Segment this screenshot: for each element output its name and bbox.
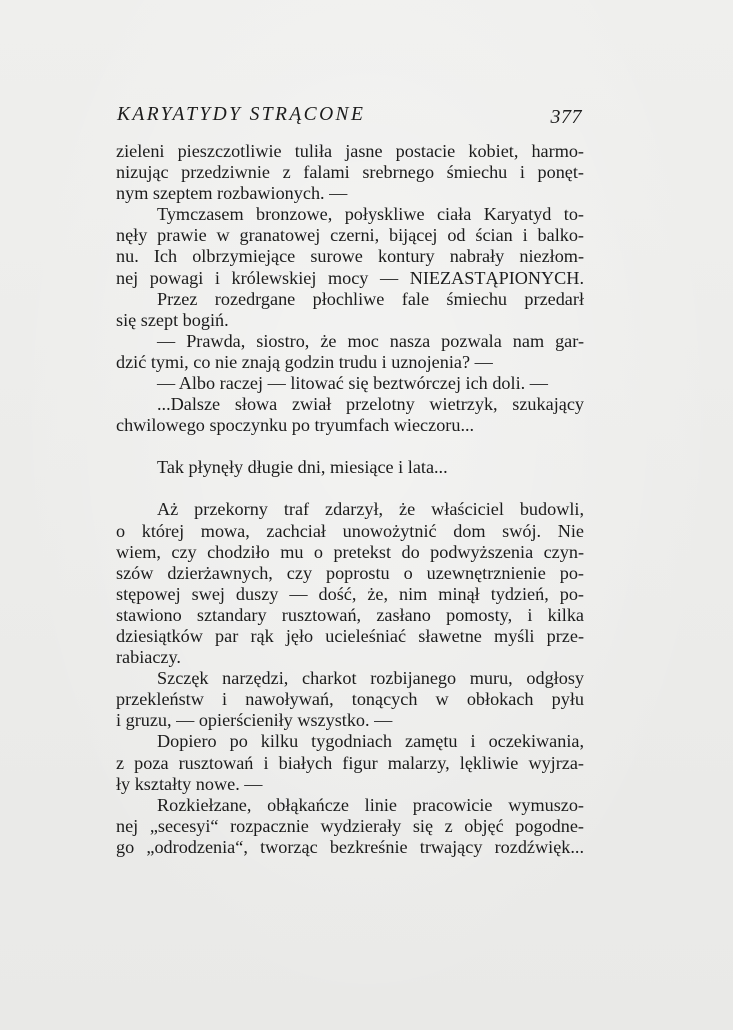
text-line: nej powagi i królewskiej mocy — NIEZASTĄPIONYCH. — [116, 267, 584, 288]
text-line: — Albo raczej — litować się beztwórczej ich doli. — — [157, 373, 548, 394]
text-line: się szept bogiń. — [116, 309, 229, 330]
page-number: 377 — [550, 106, 582, 128]
text-line: wiem, czy chodziło mu o pretekst do podwyższenia czyn- — [116, 541, 584, 562]
text-line: o której mowa, zachciał unowożytnić dom swój. Nie — [116, 520, 584, 541]
text-line: nizując przedziwnie z falami srebrnego śmiechu i ponęt- — [116, 162, 584, 183]
running-title: KARYATYDY STRĄCONE — [117, 104, 366, 125]
text-line: Aż przekorny traf zdarzył, że właściciel budowli, — [157, 499, 584, 520]
running-head — [117, 104, 585, 134]
text-line: i gruzu, — opierścieniły wszystko. — — [116, 710, 393, 731]
text-line: Tymczasem bronzowe, połyskliwe ciała Karyatyd to- — [157, 204, 584, 225]
text-line: Dopiero po kilku tygodniach zamętu i oczekiwania, — [157, 731, 584, 752]
text-line: szów dzierżawnych, czy poprostu o uzewnętrznienie po- — [116, 562, 584, 583]
body-text — [116, 141, 584, 858]
text-line: ...Dalsze słowa zwiał przelotny wietrzyk, szukający — [157, 394, 584, 415]
text-line: stawiono sztandary rusztowań, zasłano pomosty, i kilka — [116, 604, 584, 625]
text-line: chwilowego spoczynku po tryumfach wieczoru... — [116, 415, 475, 436]
text-line: Rozkiełzane, obłąkańcze linie pracowicie wymuszo- — [157, 794, 584, 815]
text-line: Przez rozedrgane płochliwe fale śmiechu przedarł — [157, 288, 584, 309]
text-line: — Prawda, siostro, że moc nasza pozwala nam gar- — [157, 330, 584, 351]
text-line: dzić tymi, co nie znają godzin trudu i uznojenia? — — [116, 351, 493, 372]
text-line: dziesiątków par rąk jęło ucieleśniać sławetne myśli prze- — [116, 625, 584, 646]
text-line: Tak płynęły długie dni, miesiące i lata... — [157, 457, 448, 478]
text-line: nu. Ich olbrzymiejące surowe kontury nabrały niezłom- — [116, 246, 584, 267]
text-line: przekleństw i nawoływań, tonących w obłokach pyłu — [116, 689, 584, 710]
paragraph-gap — [116, 478, 584, 499]
text-line: rabiaczy. — [116, 647, 181, 668]
text-line: stępowej swej duszy — dość, że, nim minął tydzień, po- — [116, 583, 584, 604]
text-line: ły kształty nowe. — — [116, 773, 263, 794]
text-line: zieleni pieszczotliwie tuliła jasne postacie kobiet, harmo- — [116, 141, 584, 161]
text-line: go „odrodzenia“, tworząc bezkreśnie trwający rozdźwięk... — [116, 836, 584, 857]
text-line: nej „secesyi“ rozpacznie wydzierały się z objęć pogodne- — [116, 815, 584, 836]
text-line: Szczęk narzędzi, charkot rozbijanego muru, odgłosy — [157, 668, 584, 689]
text-line: nym szeptem rozbawionych. — — [116, 183, 348, 204]
text-line: z poza rusztowań i białych figur malarzy, lękliwie wyjrza- — [116, 752, 584, 773]
paragraph-gap — [116, 436, 584, 457]
text-line: nęły prawie w granatowej czerni, bijącej od ścian i balko- — [116, 225, 584, 246]
